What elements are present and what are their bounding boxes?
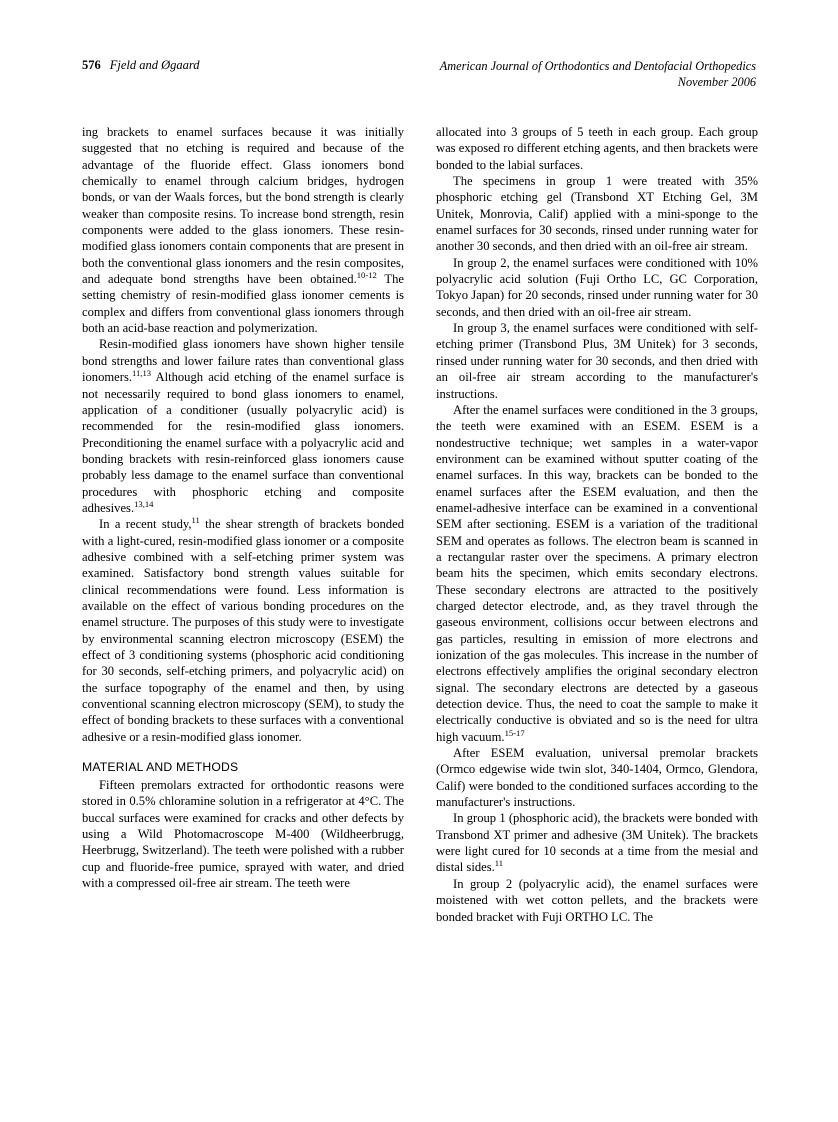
paragraph: [82, 516, 404, 745]
paragraph: After ESEM evaluation, universal premolar brackets (Ormco edgewise wide twin slot, 340-1404, Ormco, Glendora, Calif) were bonded to the conditioned surfaces according to the manufacturer's instructions.: [436, 746, 758, 810]
paragraph: [436, 402, 758, 745]
paragraph-text: Resin-modified glass ionomers have shown higher tensile bond strengths and lower failure rates than conventional glass ionomers.: [82, 337, 404, 385]
two-column-body: [82, 124, 758, 1069]
paragraph: [436, 810, 758, 875]
paragraph: [82, 124, 404, 336]
paragraph: The specimens in group 1 were treated with 35% phosphoric etching gel (Transbond XT Etching Gel, 3M Unitek, Monrovia, Calif) applied with a mini-sponge to the enamel surfaces for 30 seconds, rinsed under running water for another 30 seconds, and then dried with an oil-free air stream.: [436, 174, 758, 254]
citation-ref: 15-17: [504, 727, 525, 738]
paragraph: In group 2, the enamel surfaces were conditioned with 10% polyacrylic acid solution (Fuji Ortho LC, GC Corporation, Tokyo Japan) for 20 seconds, rinsed under running water for 30 seconds, and then dried with an oil-free air stream.: [436, 255, 758, 319]
paragraph: In group 3, the enamel surfaces were conditioned with self-etching primer (Transbond Plus, 3M Unitek) for 3 seconds, rinsed under running water for 30 seconds, and then dried with an oil-free air stream according to the manufacturer's instructions.: [436, 321, 758, 401]
paragraph-text: In a recent study,: [99, 517, 192, 532]
paragraph: allocated into 3 groups of 5 teeth in each group. Each group was exposed ro different etching agents, and then brackets were bonded to the labial surfaces.: [436, 125, 758, 172]
running-authors: Fjeld and Øgaard: [109, 58, 200, 72]
paragraph-text-cont: the shear strength of brackets bonded with a light-cured, resin-modified glass ionomer or a composite adhesive combined with a self-etching primer system was examined. Satisfactory bond strength values suitable for clinical recommendations were found. Less information is available on the effect of various bonding procedures on the enamel structure. The purposes of this study were to investigate by environmental scanning electron microscopy (ESEM) the effect of 3 conditioning systems (phosphoric acid conditioning for 30 seconds, self-etching primers, and polyacrylic acid) on the surface topography of the enamel and then, by using conventional scanning electron microscopy (SEM), to study the effect of bonding brackets to these surfaces with a conventional adhesive or a resin-modified glass ionomer.: [82, 517, 404, 744]
issue-date: November 2006: [677, 75, 756, 89]
paragraph-text: In group 1 (phosphoric acid), the brackets were bonded with Transbond XT primer and adhesive (3M Unitek). The brackets were light cured for 10 seconds at a time from the mesial and distal sides.: [436, 811, 758, 875]
left-column: [82, 124, 404, 1069]
journal-title: American Journal of Orthodontics and Dentofacial Orthopedics: [439, 59, 756, 73]
paragraph: Fifteen premolars extracted for orthodontic reasons were stored in 0.5% chloramine solution in a refrigerator at 4°C. The buccal surfaces were examined for cracks and other defects by using a Wild Photomacroscope M-400 (Wildheerbrugg, Heerbrugg, Switzerland). The teeth were polished with a rubber cup and fluoride-free pumice, sprayed with water, and dried with a compressed oil-free air stream. The teeth were: [82, 778, 404, 891]
citation-ref: 11: [191, 515, 200, 526]
paragraph: In group 2 (polyacrylic acid), the enamel surfaces were moistened with wet cotton pellets, and the brackets were bonded bracket with Fuji ORTHO LC. The: [436, 876, 758, 924]
citation-ref: 11,13: [132, 367, 152, 378]
paragraph-text: ing brackets to enamel surfaces because it was initially suggested that no etching is required and because of the advantage of the fluoride effect. Glass ionomers bond chemically to enamel through calcium bridges, hydrogen bonds, or van der Waals forces, but the bond strength is clearly weaker than composite resins. To increase bond strength, resin components were added to the glass ionomers. These resin-modified glass ionomers contain components that are present in both the conventional glass ionomers and the resin composites, and adequate bond strengths have been obtained.: [82, 125, 404, 287]
paragraph-text-cont: Although acid etching of the enamel surface is not necessarily required to bond glass ionomers to enamel, application of a conditioner (usually polyacrylic acid) is recommended for the resin-modified glass ionomers. Preconditioning the enamel surface with a polyacrylic acid and bonding brackets with resin-reinforced glass ionomers cause probably less damage to the enamel surface than conventional procedures with phosphoric etching and composite adhesives.: [82, 370, 404, 515]
paragraph: [82, 336, 404, 516]
citation-ref: 10-12: [356, 269, 377, 280]
page-number: 576: [82, 58, 101, 72]
paragraph-text-cont: The setting chemistry of resin-modified glass ionomer cements is complex and differs from conventional glass ionomers through both an acid-base reaction and polymerization.: [82, 272, 404, 336]
right-column: [436, 124, 758, 1069]
citation-ref: 13,14: [134, 498, 154, 509]
header-journal-info: [440, 58, 756, 90]
section-heading: MATERIAL AND METHODS: [82, 760, 239, 775]
page-header: [82, 58, 756, 98]
paragraph-text: After the enamel surfaces were conditioned in the 3 groups, the teeth were examined with an ESEM. ESEM is a nondestructive technique; wet samples in a water-vapor environment can be examined without sputter coating of the enamel surfaces. In this way, brackets can be bonded to the enamel surfaces after the ESEM evaluation, and then the enamel-adhesive interface can be examined in a conventional SEM after sectioning. ESEM is a variation of the traditional SEM and operates as follows. The electron beam is scanned in a rectangular raster over the specimens. A primary electron beam hits the specimen, which emits secondary electrons. These secondary electrons are attracted to the positively charged detector electrode, and, as they travel through the gaseous environment, collisions occur between electrons and gas particles, resulting in emission of more electrons and ionization of the gas molecules. This increase in the number of electrons effectively amplifies the original secondary electron signal. The secondary electrons are detected by a gaseous detection device. Thus, the need to coat the sample to make it electrically conductive is obviated and so is the need for ultra high vacuum.: [436, 402, 758, 744]
citation-ref: 11: [494, 858, 504, 869]
header-running-author: [82, 58, 200, 73]
